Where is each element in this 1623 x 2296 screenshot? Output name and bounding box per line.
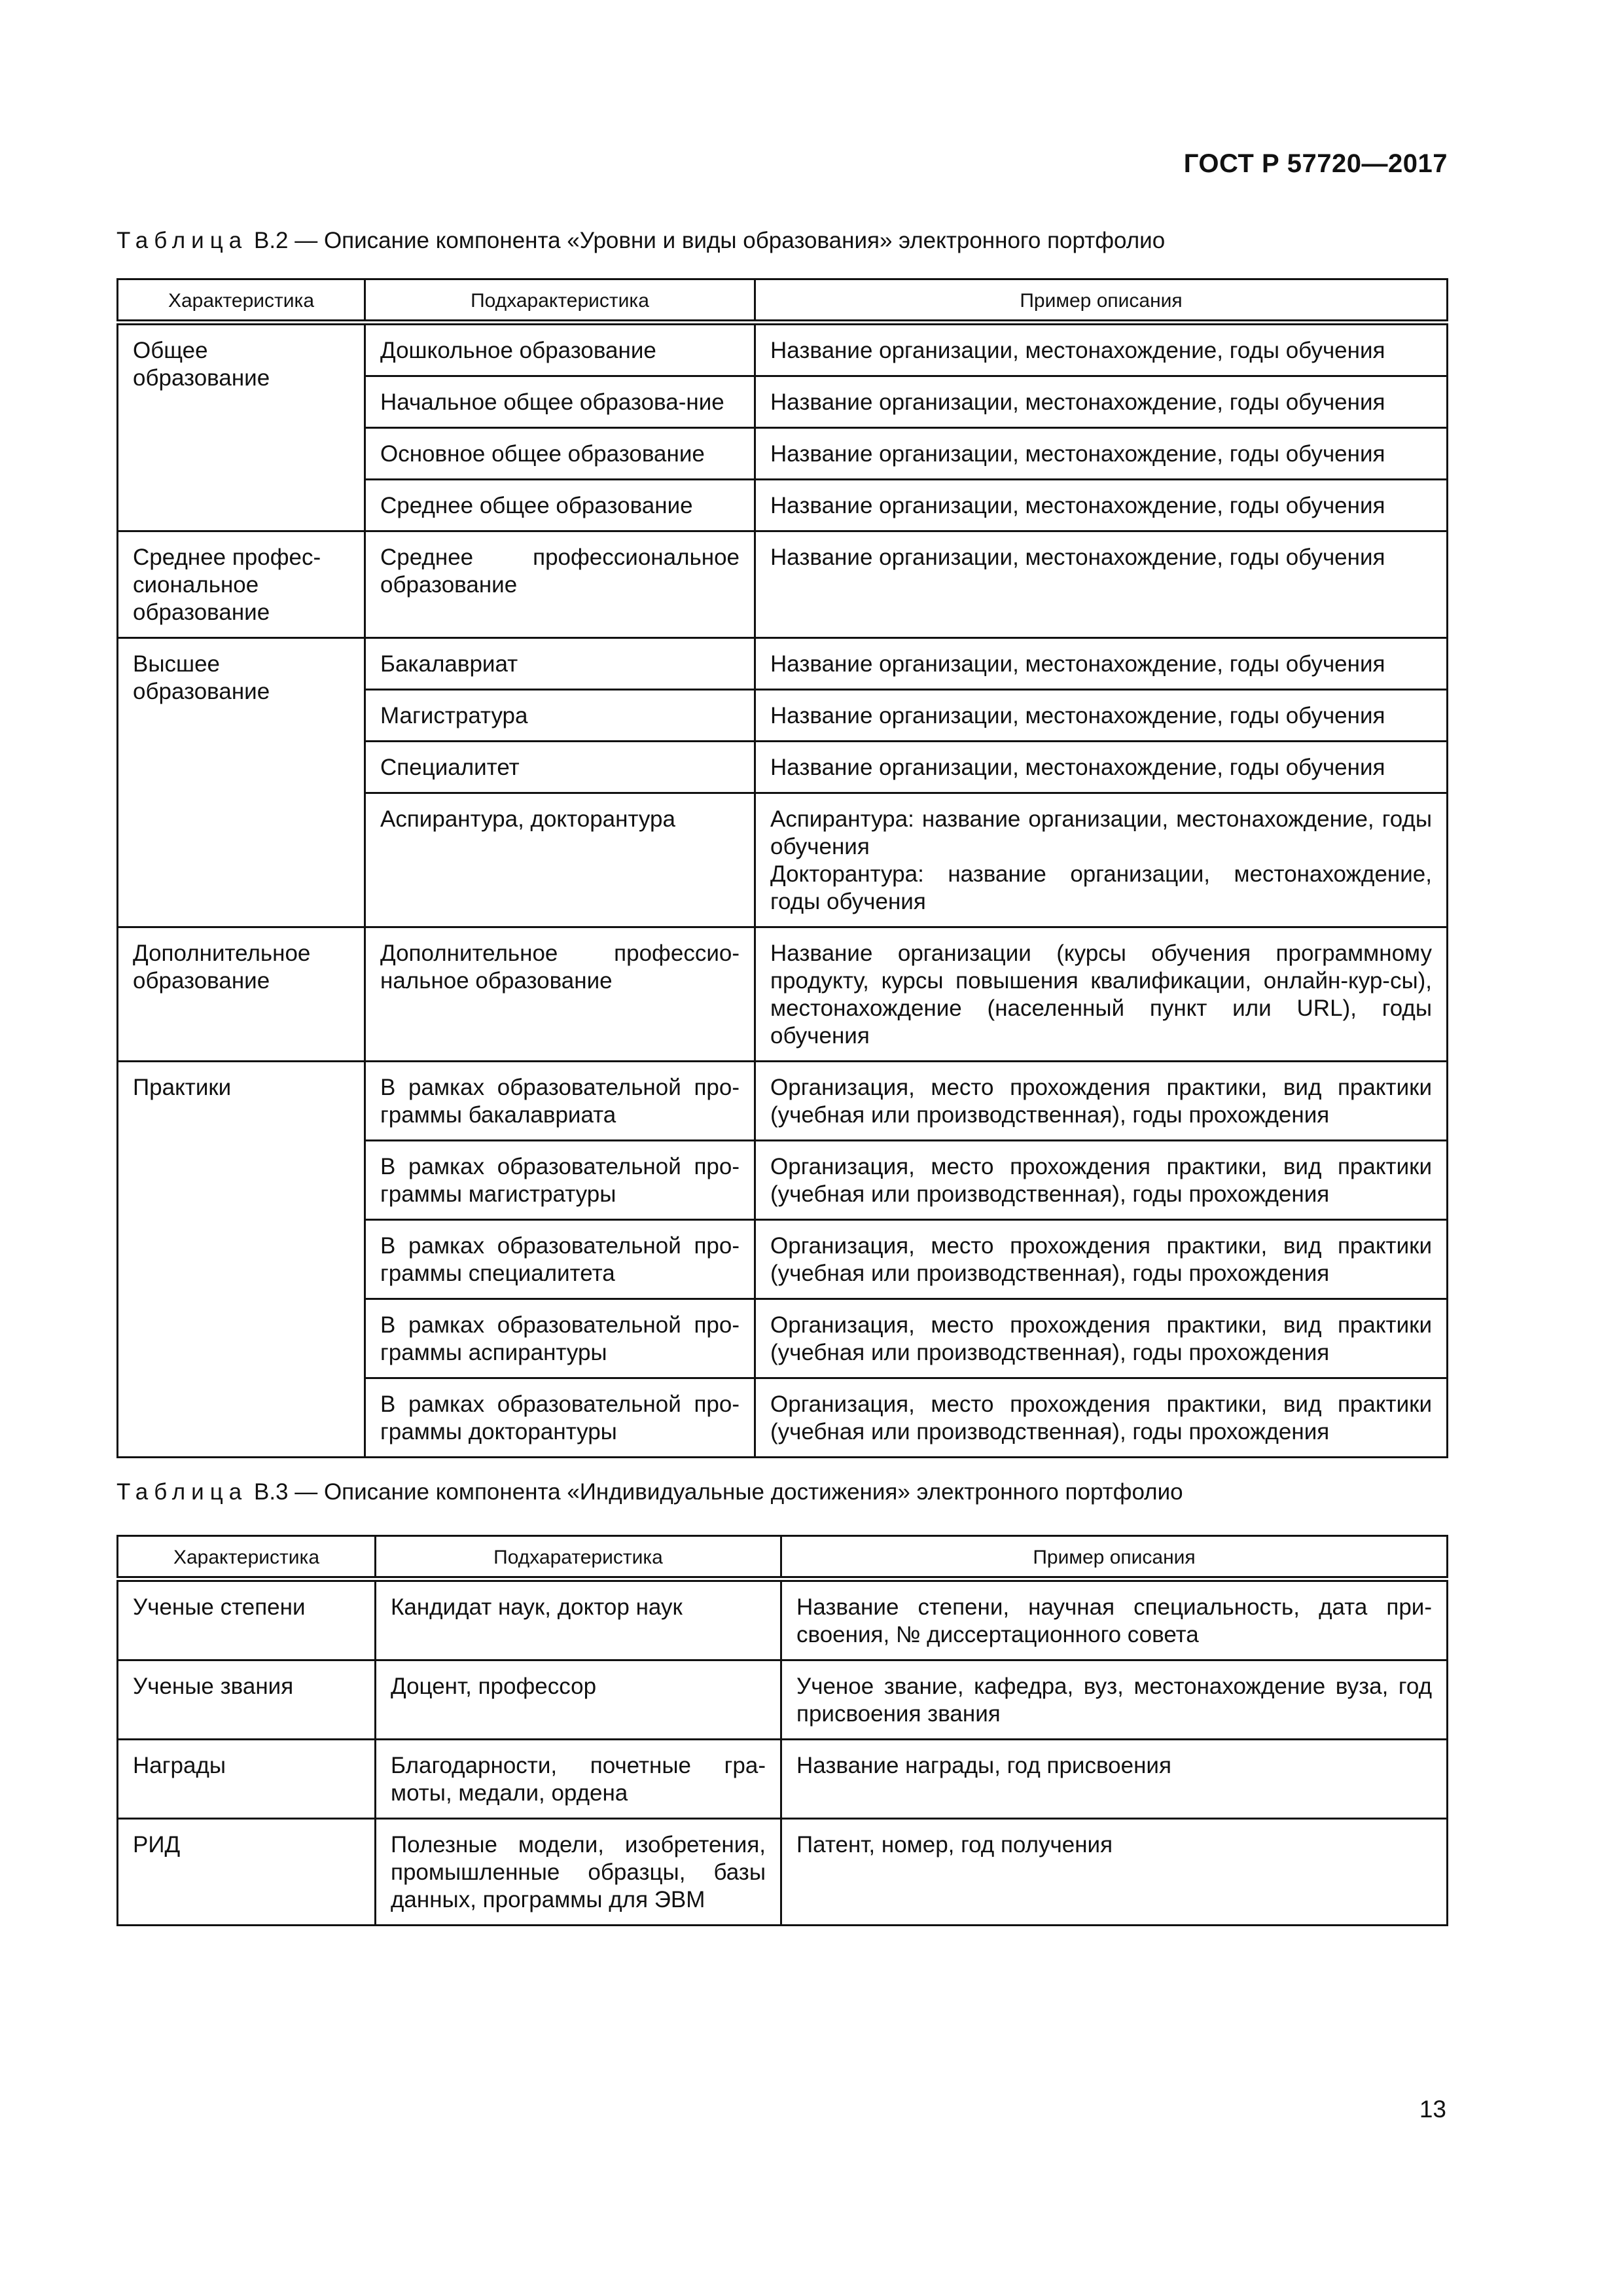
- subcharacteristic-cell: В рамках образовательной про-граммы аспирантуры: [365, 1299, 755, 1378]
- example-cell: Название организации, местонахождение, годы обучения: [755, 531, 1448, 638]
- subcharacteristic-cell: Аспирантура, докторантура: [365, 793, 755, 927]
- subcharacteristic-cell: Специалитет: [365, 742, 755, 793]
- subcharacteristic-cell: Бакалавриат: [365, 638, 755, 690]
- column-header-characteristic: Характеристика: [118, 1536, 376, 1579]
- subcharacteristic-cell: Среднее общее образование: [365, 480, 755, 531]
- subcharacteristic-cell: Доцент, профессор: [376, 1660, 781, 1740]
- example-cell: Название организации, местонахождение, годы обучения: [755, 428, 1448, 480]
- example-cell: Название степени, научная специальность, дата при-своения, № диссертационного совета: [781, 1579, 1448, 1660]
- subcharacteristic-cell: Основное общее образование: [365, 428, 755, 480]
- subcharacteristic-cell: Начальное общее образова-ние: [365, 376, 755, 428]
- column-header-example: Пример описания: [781, 1536, 1448, 1579]
- subcharacteristic-cell: В рамках образовательной про-граммы магистратуры: [365, 1141, 755, 1220]
- characteristic-cell: Дополнительное образование: [118, 927, 365, 1062]
- example-cell: Ученое звание, кафедра, вуз, местонахождение вуза, год присвоения звания: [781, 1660, 1448, 1740]
- subcharacteristic-cell: В рамках образовательной про-граммы специалитета: [365, 1220, 755, 1299]
- example-line-postgraduate: Аспирантура: название организации, местонахождение, годы обучения: [770, 806, 1432, 859]
- example-cell: Название организации, местонахождение, годы обучения: [755, 480, 1448, 531]
- table-row: [118, 927, 1448, 1062]
- table-row: [118, 1579, 1448, 1660]
- table-b3-caption: [116, 1479, 1183, 1505]
- example-cell: Название организации, местонахождение, годы обучения: [755, 742, 1448, 793]
- example-cell: Название организации, местонахождение, годы обучения: [755, 690, 1448, 742]
- characteristic-cell: РИД: [118, 1819, 376, 1926]
- subcharacteristic-cell: В рамках образовательной про-граммы докторантуры: [365, 1378, 755, 1458]
- example-cell: Название организации, местонахождение, годы обучения: [755, 638, 1448, 690]
- table-row: [118, 1819, 1448, 1926]
- characteristic-cell: Высшее образование: [118, 638, 365, 927]
- table-b3: [116, 1535, 1448, 1926]
- column-header-subcharacteristic: Подхарактеристика: [365, 279, 755, 323]
- subcharacteristic-cell: Благодарности, почетные гра-моты, медали, ордена: [376, 1740, 781, 1819]
- table-row: [118, 1660, 1448, 1740]
- example-cell: [755, 793, 1448, 927]
- characteristic-cell: Награды: [118, 1740, 376, 1819]
- characteristic-cell: Ученые звания: [118, 1660, 376, 1740]
- example-cell: Название организации, местонахождение, годы обучения: [755, 376, 1448, 428]
- column-header-characteristic: Характеристика: [118, 279, 365, 323]
- table-row: [118, 1740, 1448, 1819]
- subcharacteristic-cell: В рамках образовательной про-граммы бакалавриата: [365, 1062, 755, 1141]
- characteristic-cell: Практики: [118, 1062, 365, 1458]
- characteristic-cell: Общее образование: [118, 323, 365, 531]
- table-b2-caption-label: Таблица: [116, 228, 248, 253]
- table-b2-caption: [116, 228, 1165, 254]
- subcharacteristic-cell: Дошкольное образование: [365, 323, 755, 376]
- example-cell: Организация, место прохождения практики, вид практики (учебная или производственная), годы прохождения: [755, 1378, 1448, 1458]
- subcharacteristic-cell: Среднее профессиональное образование: [365, 531, 755, 638]
- column-header-subcharacteristic: Подхаратеристика: [376, 1536, 781, 1579]
- example-cell: Организация, место прохождения практики, вид практики (учебная или производственная), годы прохождения: [755, 1299, 1448, 1378]
- example-cell: Патент, номер, год получения: [781, 1819, 1448, 1926]
- example-cell: Организация, место прохождения практики, вид практики (учебная или производственная), годы прохождения: [755, 1141, 1448, 1220]
- example-cell: Название организации (курсы обучения программному продукту, курсы повышения квалификации, онлайн-кур-сы), местонахождение (населенный пункт или URL), годы обучения: [755, 927, 1448, 1062]
- table-b2-caption-text: В.2 — Описание компонента «Уровни и виды образования» электронного портфолио: [253, 228, 1166, 253]
- example-cell: Организация, место прохождения практики, вид практики (учебная или производственная), годы прохождения: [755, 1220, 1448, 1299]
- example-cell: Организация, место прохождения практики, вид практики (учебная или производственная), годы прохождения: [755, 1062, 1448, 1141]
- table-row: [118, 638, 1448, 690]
- example-line-doctoral: Докторантура: название организации, местонахождение, годы обучения: [770, 861, 1432, 914]
- characteristic-cell: Ученые степени: [118, 1579, 376, 1660]
- column-header-example: Пример описания: [755, 279, 1448, 323]
- table-b2: [116, 278, 1448, 1458]
- subcharacteristic-cell: Кандидат наук, доктор наук: [376, 1579, 781, 1660]
- characteristic-cell: Среднее профес-сиональное образование: [118, 531, 365, 638]
- table-row: [118, 1062, 1448, 1141]
- table-header-row: [118, 1536, 1448, 1579]
- table-b3-caption-label: Таблица: [116, 1479, 248, 1505]
- subcharacteristic-cell: Магистратура: [365, 690, 755, 742]
- example-cell: Название награды, год присвоения: [781, 1740, 1448, 1819]
- page-number: 13: [1419, 2096, 1446, 2123]
- standard-code: ГОСТ Р 57720—2017: [1183, 149, 1448, 178]
- subcharacteristic-cell: Дополнительное профессио-нальное образование: [365, 927, 755, 1062]
- table-row: [118, 323, 1448, 376]
- table-b3-caption-text: В.3 — Описание компонента «Индивидуальные достижения» электронного портфолио: [253, 1479, 1183, 1505]
- example-cell: Название организации, местонахождение, годы обучения: [755, 323, 1448, 376]
- table-row: [118, 531, 1448, 638]
- subcharacteristic-cell: Полезные модели, изобретения, промышленные образцы, базы данных, программы для ЭВМ: [376, 1819, 781, 1926]
- table-header-row: [118, 279, 1448, 323]
